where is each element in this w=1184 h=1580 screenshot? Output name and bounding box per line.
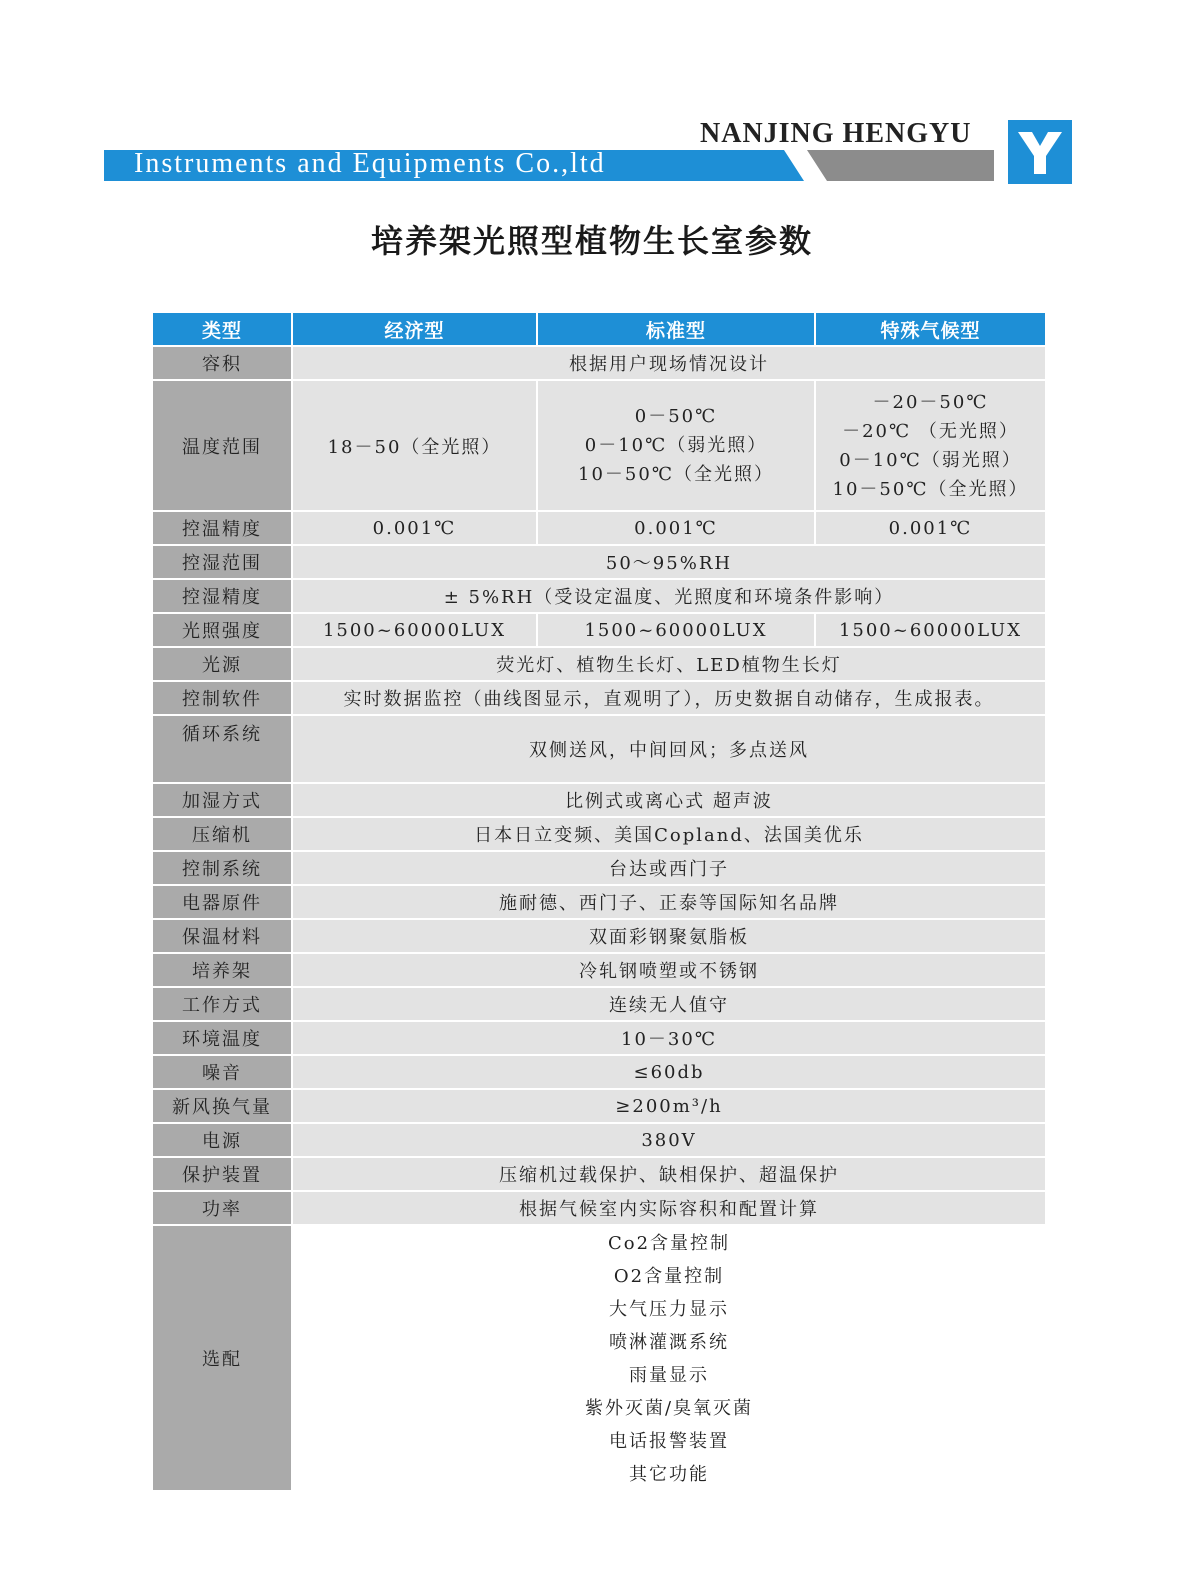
row-label: 控湿精度 xyxy=(153,580,293,612)
table-row xyxy=(153,886,1045,920)
table-row xyxy=(153,648,1045,682)
row-label: 选配 xyxy=(153,1226,293,1490)
row-label: 容积 xyxy=(153,347,293,379)
option-item: 大气压力显示 xyxy=(293,1292,1045,1325)
option-item: 其它功能 xyxy=(293,1457,1045,1490)
column-header-special: 特殊气候型 xyxy=(816,313,1045,345)
row-value: 0.001℃ xyxy=(538,512,816,544)
temp-range-special-line: －20－50℃ xyxy=(872,391,989,413)
row-value: 1500~60000LUX xyxy=(538,614,816,646)
row-value: 连续无人值守 xyxy=(293,988,1045,1020)
row-label: 控制系统 xyxy=(153,852,293,884)
table-row xyxy=(153,920,1045,954)
brand-name: NANJING HENGYU xyxy=(700,118,972,149)
option-item: 雨量显示 xyxy=(293,1358,1045,1391)
option-item: 喷淋灌溉系统 xyxy=(293,1325,1045,1358)
row-value: ≤60db xyxy=(293,1056,1045,1088)
column-header-type: 类型 xyxy=(153,313,293,345)
row-label: 新风换气量 xyxy=(153,1090,293,1122)
row-value: 台达或西门子 xyxy=(293,852,1045,884)
table-row xyxy=(153,682,1045,716)
temp-range-standard-line: 0－10℃（弱光照） xyxy=(584,435,768,456)
temp-range-economy: 18－50（全光照） xyxy=(293,381,538,510)
column-header-economy: 经济型 xyxy=(293,313,538,345)
row-value: 380V xyxy=(293,1124,1045,1156)
row-label: 环境温度 xyxy=(153,1022,293,1054)
table-row xyxy=(153,1158,1045,1192)
table-row xyxy=(153,614,1045,648)
option-item: O2含量控制 xyxy=(293,1259,1045,1292)
table-row xyxy=(153,818,1045,852)
table-row xyxy=(153,580,1045,614)
row-label: 控温精度 xyxy=(153,512,293,544)
row-label: 控制软件 xyxy=(153,682,293,714)
row-label: 电器原件 xyxy=(153,886,293,918)
row-value: 10－30℃ xyxy=(293,1022,1045,1054)
row-value: 根据气候室内实际容积和配置计算 xyxy=(293,1192,1045,1224)
row-label: 保温材料 xyxy=(153,920,293,952)
table-row xyxy=(153,716,1045,784)
row-label: 光源 xyxy=(153,648,293,680)
table-row xyxy=(153,1056,1045,1090)
temp-range-standard-line: 0－50℃ xyxy=(634,406,718,427)
row-value: 冷轧钢喷塑或不锈钢 xyxy=(293,954,1045,986)
table-row-temp-range xyxy=(153,381,1045,512)
row-value: 施耐德、西门子、正泰等国际知名品牌 xyxy=(293,886,1045,918)
options-list xyxy=(293,1226,1045,1490)
row-value: 0.001℃ xyxy=(816,512,1045,544)
temp-range-special-line: －20℃ （无光照） xyxy=(842,420,1019,442)
row-label: 控湿范围 xyxy=(153,546,293,578)
row-value: ± 5%RH（受设定温度、光照度和环境条件影响） xyxy=(293,580,1045,612)
table-row xyxy=(153,784,1045,818)
temp-range-special-line: 0－10℃（弱光照） xyxy=(839,449,1022,471)
table-row xyxy=(153,852,1045,886)
row-label: 电源 xyxy=(153,1124,293,1156)
table-row xyxy=(153,1022,1045,1056)
option-item: 电话报警装置 xyxy=(293,1424,1045,1457)
table-row xyxy=(153,1192,1045,1226)
row-value: 50～95%RH xyxy=(293,546,1045,578)
temp-range-standard-line: 10－50℃（全光照） xyxy=(578,464,774,485)
row-value: 荧光灯、植物生长灯、LED植物生长灯 xyxy=(293,648,1045,680)
row-value: 1500~60000LUX xyxy=(293,614,538,646)
column-header-standard: 标准型 xyxy=(538,313,816,345)
table-row xyxy=(153,1124,1045,1158)
table-row xyxy=(153,512,1045,546)
row-value: 比例式或离心式 超声波 xyxy=(293,784,1045,816)
company-line: Instruments and Equipments Co.,ltd xyxy=(134,148,606,179)
table-row xyxy=(153,347,1045,381)
row-label: 加湿方式 xyxy=(153,784,293,816)
row-label: 噪音 xyxy=(153,1056,293,1088)
table-row xyxy=(153,988,1045,1022)
row-label: 培养架 xyxy=(153,954,293,986)
option-item: 紫外灭菌/臭氧灭菌 xyxy=(293,1391,1045,1424)
row-label: 温度范围 xyxy=(153,381,293,510)
page-title: 培养架光照型植物生长室参数 xyxy=(370,222,813,260)
hengyu-logo-icon xyxy=(1008,120,1072,184)
row-value: 1500~60000LUX xyxy=(816,614,1045,646)
row-value: 双面彩钢聚氨脂板 xyxy=(293,920,1045,952)
temp-range-special xyxy=(816,381,1045,510)
row-label: 工作方式 xyxy=(153,988,293,1020)
temp-range-standard xyxy=(538,381,816,510)
table-row xyxy=(153,1090,1045,1124)
row-label: 循环系统 xyxy=(153,716,293,782)
row-value: ≥200m³/h xyxy=(293,1090,1045,1122)
row-value: 压缩机过载保护、缺相保护、超温保护 xyxy=(293,1158,1045,1190)
row-value: 日本日立变频、美国Copland、法国美优乐 xyxy=(293,818,1045,850)
row-label: 压缩机 xyxy=(153,818,293,850)
row-label: 光照强度 xyxy=(153,614,293,646)
table-row xyxy=(153,546,1045,580)
row-value: 根据用户现场情况设计 xyxy=(293,347,1045,379)
spec-table xyxy=(153,313,1045,1490)
row-label: 保护装置 xyxy=(153,1158,293,1190)
option-item: Co2含量控制 xyxy=(293,1226,1045,1259)
row-value: 双侧送风，中间回风；多点送风 xyxy=(293,716,1045,782)
table-header-row xyxy=(153,313,1045,347)
temp-range-special-line: 10－50℃（全光照） xyxy=(832,478,1029,500)
table-row xyxy=(153,954,1045,988)
row-value: 实时数据监控（曲线图显示，直观明了），历史数据自动储存，生成报表。 xyxy=(293,682,1045,714)
options-block xyxy=(153,1226,1045,1490)
row-label: 功率 xyxy=(153,1192,293,1224)
row-value: 0.001℃ xyxy=(293,512,538,544)
